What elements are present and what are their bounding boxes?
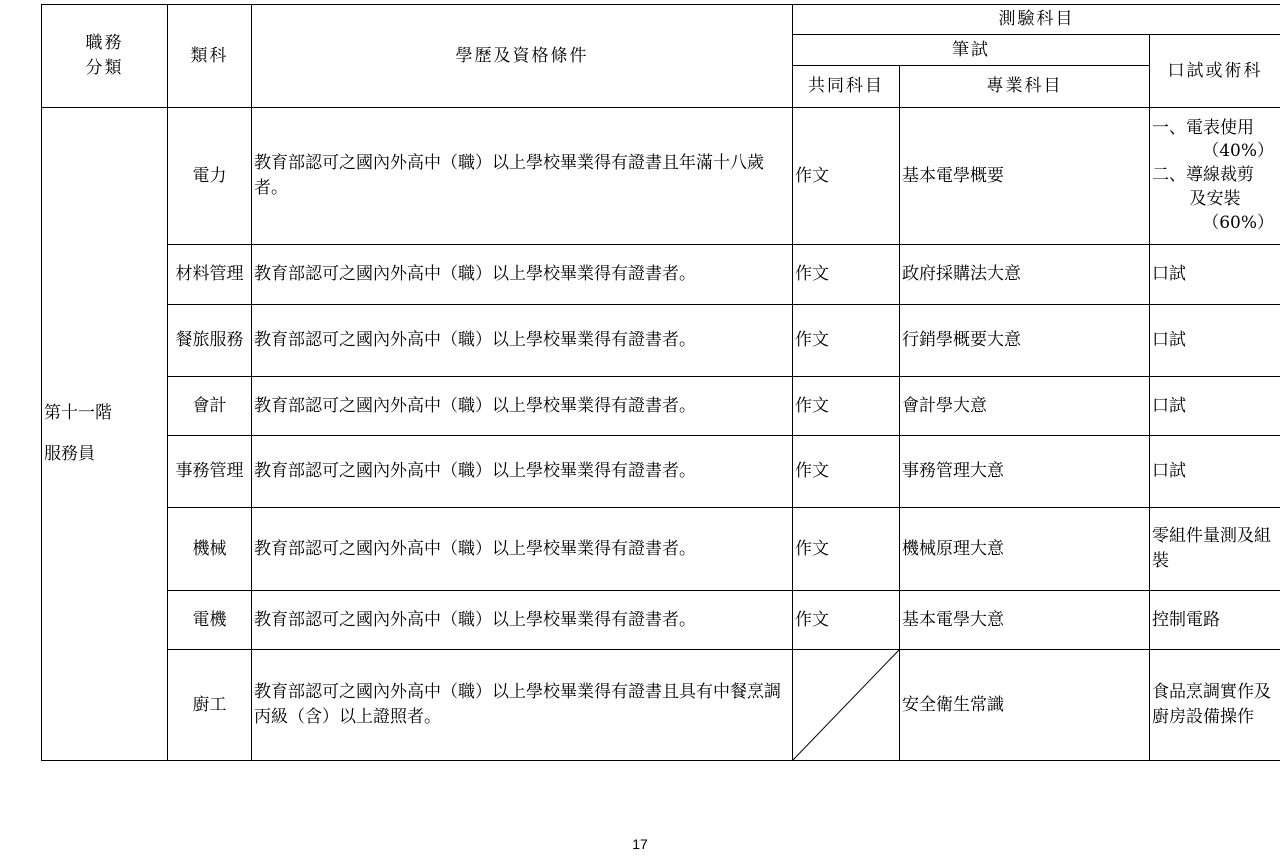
professional-subject-cell: 機械原理大意 bbox=[900, 508, 1150, 591]
education-cell: 教育部認可之國內外高中（職）以上學校畢業得有證書者。 bbox=[252, 591, 793, 650]
education-cell: 教育部認可之國內外高中（職）以上學校畢業得有證書且年滿十八歲者。 bbox=[252, 108, 793, 245]
category-cell: 機械 bbox=[168, 508, 252, 591]
table-row bbox=[42, 377, 1280, 436]
education-cell: 教育部認可之國內外高中（職）以上學校畢業得有證書且具有中餐烹調丙級（含）以上證照者。 bbox=[252, 650, 793, 761]
education-cell: 教育部認可之國內外高中（職）以上學校畢業得有證書者。 bbox=[252, 508, 793, 591]
education-cell: 教育部認可之國內外高中（職）以上學校畢業得有證書者。 bbox=[252, 377, 793, 436]
category-cell: 電機 bbox=[168, 591, 252, 650]
professional-subject-cell: 政府採購法大意 bbox=[900, 245, 1150, 305]
practical-cell: 口試 bbox=[1150, 377, 1280, 436]
category-cell: 餐旅服務 bbox=[168, 305, 252, 377]
education-cell: 教育部認可之國內外高中（職）以上學校畢業得有證書者。 bbox=[252, 305, 793, 377]
education-cell: 教育部認可之國內外高中（職）以上學校畢業得有證書者。 bbox=[252, 436, 793, 508]
professional-subject-cell: 基本電學概要 bbox=[900, 108, 1150, 245]
empty-common-subject-cell bbox=[793, 650, 900, 761]
table-row bbox=[42, 305, 1280, 377]
table-row bbox=[42, 508, 1280, 591]
professional-subject-cell: 事務管理大意 bbox=[900, 436, 1150, 508]
header-professional-subject: 專業科目 bbox=[900, 66, 1150, 108]
header-education: 學歷及資格條件 bbox=[252, 5, 793, 108]
practical-cell: 零組件量測及組裝 bbox=[1150, 508, 1280, 591]
category-cell: 電力 bbox=[168, 108, 252, 245]
category-cell: 材料管理 bbox=[168, 245, 252, 305]
common-subject-cell: 作文 bbox=[793, 305, 900, 377]
page-number: 17 bbox=[632, 836, 648, 852]
exam-subjects-table bbox=[41, 4, 1280, 761]
professional-subject-cell: 安全衛生常識 bbox=[900, 650, 1150, 761]
table-row bbox=[42, 436, 1280, 508]
grade-title: 服務員 bbox=[44, 444, 95, 464]
professional-subject-cell: 基本電學大意 bbox=[900, 591, 1150, 650]
header-oral-practical: 口試或術科 bbox=[1150, 35, 1280, 108]
common-subject-cell: 作文 bbox=[793, 108, 900, 245]
professional-subject-cell: 會計學大意 bbox=[900, 377, 1150, 436]
practical-cell: 口試 bbox=[1150, 245, 1280, 305]
table-row bbox=[42, 108, 1280, 245]
education-cell: 教育部認可之國內外高中（職）以上學校畢業得有證書者。 bbox=[252, 245, 793, 305]
table-row bbox=[42, 650, 1280, 761]
grade-cell bbox=[42, 108, 168, 761]
category-cell: 會計 bbox=[168, 377, 252, 436]
table-row bbox=[42, 591, 1280, 650]
practical-cell: 口試 bbox=[1150, 305, 1280, 377]
grade-level: 第十一階 bbox=[44, 402, 112, 423]
header-written: 筆試 bbox=[793, 35, 1150, 66]
header-subjects: 測驗科目 bbox=[793, 5, 1280, 35]
category-cell: 廚工 bbox=[168, 650, 252, 761]
header-category: 類科 bbox=[168, 5, 252, 108]
practical-cell: 口試 bbox=[1150, 436, 1280, 508]
professional-subject-cell: 行銷學概要大意 bbox=[900, 305, 1150, 377]
common-subject-cell: 作文 bbox=[793, 591, 900, 650]
practical-cell: 一、電表使用 （40%） 二、導線裁剪 及安裝 （60%） bbox=[1150, 108, 1280, 245]
category-cell: 事務管理 bbox=[168, 436, 252, 508]
common-subject-cell: 作文 bbox=[793, 508, 900, 591]
common-subject-cell: 作文 bbox=[793, 436, 900, 508]
header-job-classification: 職務 分類 bbox=[42, 5, 168, 108]
practical-cell: 控制電路 bbox=[1150, 591, 1280, 650]
diagonal-slash bbox=[793, 650, 899, 760]
practical-cell: 食品烹調實作及廚房設備操作 bbox=[1150, 650, 1280, 761]
common-subject-cell: 作文 bbox=[793, 377, 900, 436]
table-row bbox=[42, 245, 1280, 305]
header-common-subject: 共同科目 bbox=[793, 66, 900, 108]
common-subject-cell: 作文 bbox=[793, 245, 900, 305]
